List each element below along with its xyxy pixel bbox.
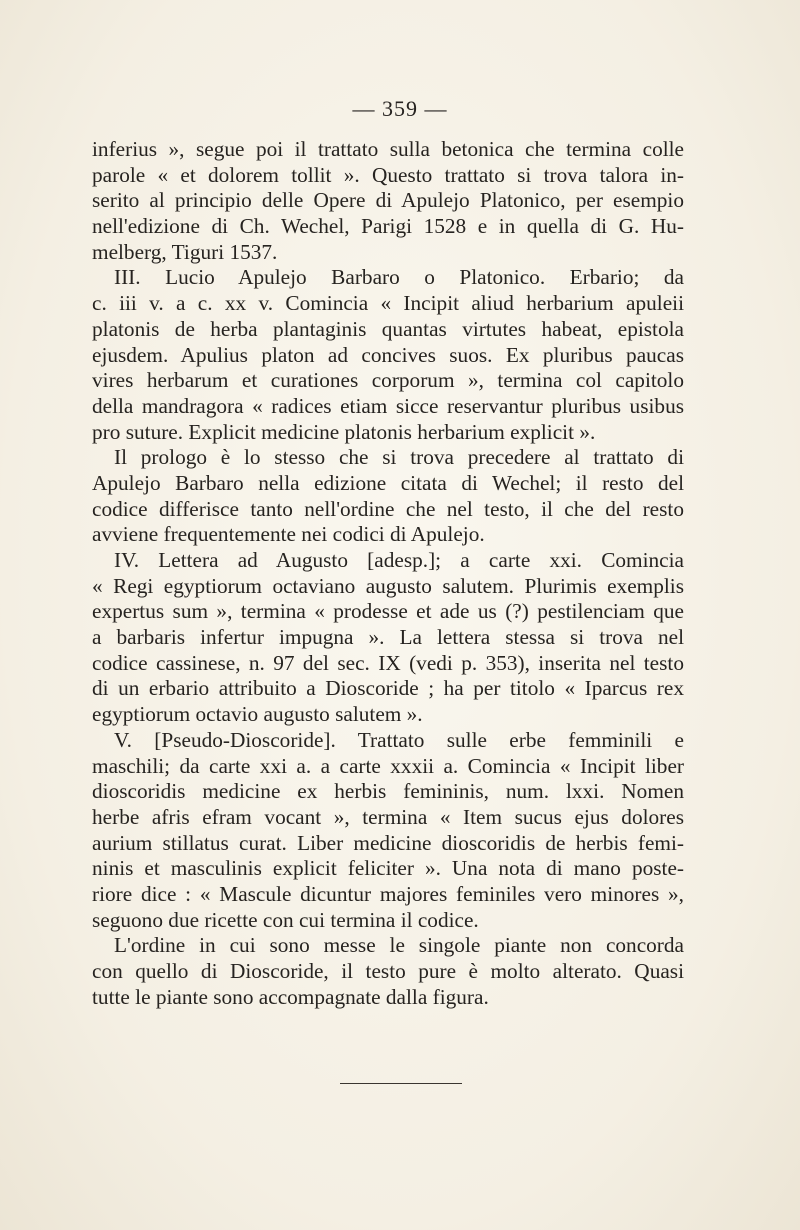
text-line: « Regi egyptiorum octaviano augusto salutem. Plurimis exemplis xyxy=(92,573,684,598)
text-line: della mandragora « radices etiam sicce reservantur pluribus usibus xyxy=(92,393,684,418)
text-line: di un erbario attribuito a Dioscoride ; ha per titolo « Iparcus rex xyxy=(92,676,684,701)
text-line: ejusdem. Apulius platon ad concives suos. Ex pluribus paucas xyxy=(92,342,684,367)
text-line: pro suture. Explicit medicine platonis herbarium explicit ». xyxy=(92,419,596,444)
text-line: L'ordine in cui sono messe le singole piante non concorda xyxy=(114,933,684,958)
text-line: ninis et masculinis explicit feliciter ». Una nota di mano poste- xyxy=(92,856,684,881)
text-line: herbe afris efram vocant », termina « Item sucus ejus dolores xyxy=(92,804,684,829)
text-line: nell'edizione di Ch. Wechel, Parigi 1528 e in quella di G. Hu- xyxy=(92,214,684,239)
section-heading-line: III. Lucio Apulejo Barbaro o Platonico. Erbario; da xyxy=(114,265,684,290)
body-text xyxy=(92,137,684,1010)
text-line: parole « et dolorem tollit ». Questo trattato si trova talora in- xyxy=(92,162,684,187)
text-line: Apulejo Barbaro nella edizione citata di Wechel; il resto del xyxy=(92,470,684,495)
closing-rule xyxy=(340,1083,462,1084)
text-line: tutte le piante sono accompagnate dalla figura. xyxy=(92,984,489,1009)
text-line: avviene frequentemente nei codici di Apulejo. xyxy=(92,522,485,547)
text-line: platonis de herba plantaginis quantas virtutes habeat, epistola xyxy=(92,316,684,341)
text-line: seguono due ricette con cui termina il codice. xyxy=(92,907,479,932)
section-heading-line: IV. Lettera ad Augusto [adesp.]; a carte xxi. Comincia xyxy=(114,548,684,572)
text-line: inferius », segue poi il trattato sulla betonica che termina colle xyxy=(92,137,684,161)
text-line: codice differisce tanto nell'ordine che nel testo, il che del resto xyxy=(92,496,684,521)
page-number: — 359 — xyxy=(352,96,448,121)
text-line: egyptiorum octavio augusto salutem ». xyxy=(92,702,423,727)
text-line: codice cassinese, n. 97 del sec. IX (vedi p. 353), inserita nel testo xyxy=(92,650,684,675)
text-line: vires herbarum et curationes corporum », termina col capitolo xyxy=(92,368,684,393)
text-line: dioscoridis medicine ex herbis femininis, num. lxxi. Nomen xyxy=(92,779,684,804)
text-line: c. iii v. a c. xx v. Comincia « Incipit aliud herbarium apuleii xyxy=(92,291,684,316)
text-line: con quello di Dioscoride, il testo pure è molto alterato. Quasi xyxy=(92,959,684,983)
text-line: maschili; da carte xxi a. a carte xxxii a. Comincia « Incipit liber xyxy=(92,753,684,778)
text-line: Il prologo è lo stesso che si trova precedere al trattato di xyxy=(114,445,684,470)
text-line: aurium stillatus curat. Liber medicine dioscoridis de herbis femi- xyxy=(92,830,684,855)
text-line: a barbaris infertur impugna ». La lettera stessa si trova nel xyxy=(92,625,684,650)
text-line: serito al principio delle Opere di Apulejo Platonico, per esempio xyxy=(92,188,684,213)
text-line: expertus sum », termina « prodesse et ade us (?) pestilenciam que xyxy=(92,599,684,624)
text-line: melberg, Tiguri 1537. xyxy=(92,239,278,264)
text-line: riore dice : « Mascule dicuntur majores feminiles vero minores », xyxy=(92,881,684,906)
section-heading-line: V. [Pseudo-Dioscoride]. Trattato sulle erbe femminili e xyxy=(114,727,684,752)
